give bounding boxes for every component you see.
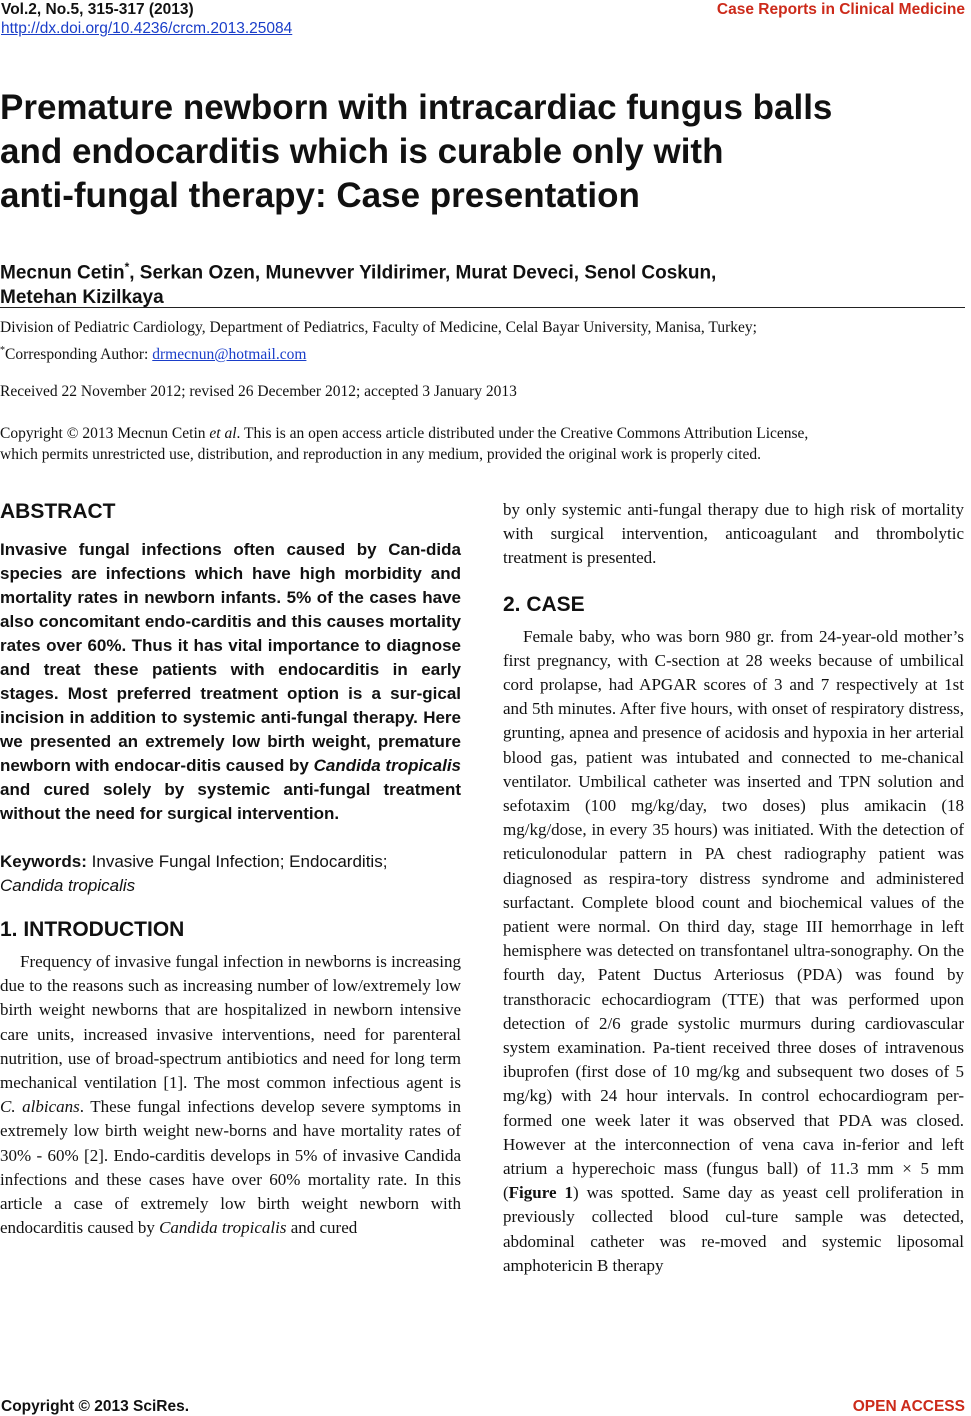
abstract-text: Invasive fungal infections often caused by Can-dida species are infections which have high morbidity and mortality rates in newborn infants. 5% of the cases have also concomitant endo-carditis and this causes mortality rates over 60%. Thus it has vital importance to diagnose and treat these patients with endocarditis in early stages. Most preferred treatment option is a sur-gical incision in addition to systemic anti-fungal therapy. Here we presented an extremely low birth weight, premature newborn with endocar-ditis caused by Candida tropicalis and cured solely by systemic anti-fungal treatment without the need for surgical intervention. [0,540,461,823]
keywords-list: Invasive Fungal Infection; Endocarditis; [86,852,388,871]
keywords-organism: Candida tropicalis [0,876,136,895]
title-line-2: and endocarditis which is curable only with [0,132,724,171]
footer-copyright: Copyright © 2013 SciRes. [1,1398,190,1415]
intro-organism: Candida tropicalis [159,1218,287,1238]
corresponding-mark-2: * [0,345,5,356]
author-divider [0,307,965,308]
et-al: et al [209,425,237,442]
keywords [0,850,461,898]
article-title [0,86,965,218]
abstract-organism: Candida tropicalis [313,756,461,775]
keywords-label: Keywords: [0,852,87,871]
copyright-line-1: Copyright © 2013 Mecnun Cetin et al. This is an open access article distributed under the Creative Commons Attribution License, [0,425,809,442]
title-line-1: Premature newborn with intracardiac fungus balls [0,88,833,127]
other-authors: , Serkan Ozen, Munevver Yildirimer, Murat Deveci, Senol Coskun, [129,262,717,284]
case-heading: 2. CASE [503,592,585,616]
doi-link[interactable]: http://dx.doi.org/10.4236/crcm.2013.25084 [1,20,293,37]
footer-open-access: OPEN ACCESS [852,1398,965,1415]
introduction-continued: by only systemic anti-fungal therapy due to high risk of mortality with surgical intervention, anticoagulant and thrombolytic treatment is presented. [503,500,964,568]
journal-name: Case Reports in Clinical Medicine [716,1,965,18]
corresponding-mark: * [124,260,130,274]
introduction-heading: 1. INTRODUCTION [0,918,185,941]
right-column [503,498,964,1278]
case-text: Female baby, who was born 980 gr. from 24-year-old mother’s first pregnancy, with C-section at 28 weeks because of umbilical cord prolapse, had APGAR scores of 3 and 7 respectively at 1st and 5th minutes. After five hours, with onset of respiratory distress, grunting, apnea and presence of acidosis and hypoxia in her arterial blood gas, patient was intubated and connected to me-chanical ventilator. Umbilical catheter was inserted and TPN solution and sefotaxim (100 mg/kg/day, two doses) plus amikacin (18 mg/kg/dose, in every 35 hours) was initiated. With the detection of reticulonodular pattern in PA chest radiography patient was diagnosed as respira-tory distress syndrome and administered surfactant. Complete blood count and biochemical values of the patient were normal. On third day, stage III hemorrhage in left hemisphere was detected on transfontanel ultra-sonography. On the fourth day, Patent Ductus Arteriosus (PDA) was found by transthoracic echocardiogram (TTE) that was performed upon detection of 2/6 grade systolic murmurs during cardiovascular system examination. Pa-tient received three doses of intravenous ibuprofen (first dose of 10 mg/kg and subsequent two doses of 5 mg/kg) with 24 hour intervals. In control echocardiogram per-formed one week later it was observed that PDA was closed. However at the interconnection of vena cava in-ferior and left atrium a hyperechoic mass (fungus ball) of 11.3 mm × 5 mm (Figure 1) was spotted. Same day as yeast cell proliferation in previously collected blood cul-ture sample was detected, abdominal catheter was re-moved and systemic liposomal amphotericin B therapy [503,626,964,1275]
running-header-volume: Vol.2, No.5, 315-317 (2013) [1,1,194,18]
copyright-notice [0,423,965,465]
left-column [0,498,461,1240]
corresponding-author [0,340,965,365]
figure-1-ref[interactable]: Figure 1 [508,1183,573,1203]
copyright-line-2: which permits unrestricted use, distribution, and reproduction in any medium, provided the original work is properly cited. [0,446,762,463]
affiliation: Division of Pediatric Cardiology, Department of Pediatrics, Faculty of Medicine, Celal Bayar University, Manisa, Turkey; [0,319,757,336]
first-author: Mecnun Cetin [0,262,125,284]
last-author: Metehan Kizilkaya [0,287,164,309]
email-link[interactable]: drmecnun@hotmail.com [152,346,307,364]
author-list [0,255,965,310]
abstract-heading: ABSTRACT [0,500,116,523]
corresponding-label: Corresponding Author: [5,346,153,364]
title-line-3: anti-fungal therapy: Case presentation [0,176,640,215]
introduction-text: Frequency of invasive fungal infection in newborns is increasing due to the reasons such as increasing number of low/extremely low birth weight newborns that are hospitalized in newborn intensive care units, increased invasive interventions, need for parenteral nutrition, use of broad-spectrum antibiotics and need for long term mechanical ventilation [1]. The most common infectious agent is C. albicans. These fungal infections develop severe symptoms in extremely low birth weight new-borns and have mortality rates of 30% - 60% [2]. Endo-carditis develops in 5% of invasive Candida infections and these cases have over 60% mortality rate. In this article a case of extremely low birth weight newborn with endocarditis caused by Candida tropicalis and cured [0,952,461,1238]
received-dates: Received 22 November 2012; revised 26 December 2012; accepted 3 January 2013 [0,383,517,400]
intro-agent: C. albicans [0,1097,80,1117]
